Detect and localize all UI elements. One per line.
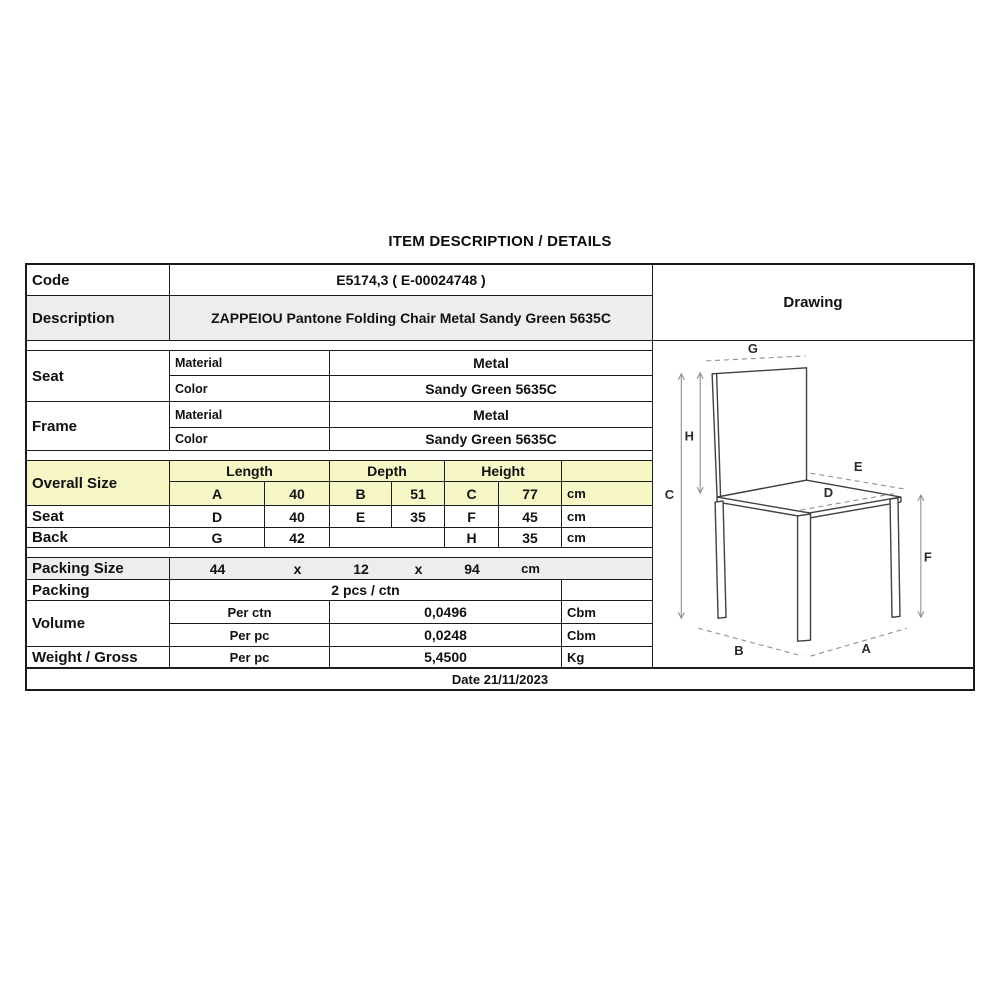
size-cell: D xyxy=(170,506,265,528)
weight-value: 5,4500 xyxy=(330,647,562,669)
size-cell: B xyxy=(330,482,392,506)
size-cell: 35 xyxy=(499,528,562,548)
frame-material-label: Material xyxy=(170,402,330,428)
dim-line-g xyxy=(706,356,805,361)
size-cell: A xyxy=(170,482,265,506)
weight-label: Weight / Gross xyxy=(27,647,170,669)
col-header-depth: Depth xyxy=(330,461,445,482)
separator-row xyxy=(27,451,652,461)
separator-row xyxy=(27,341,652,351)
chair-backrest xyxy=(712,368,806,497)
size-cell: 40 xyxy=(265,506,330,528)
packing-unit-empty xyxy=(562,580,652,601)
chair-leg-front xyxy=(798,514,811,641)
drawing-panel xyxy=(652,341,973,669)
chair-drawing xyxy=(653,341,973,667)
code-value: E5174,3 ( E-00024748 ) xyxy=(170,265,652,296)
size-cell: G xyxy=(170,528,265,548)
dim-line-a xyxy=(811,628,907,656)
volume-per-ctn-label: Per ctn xyxy=(170,601,330,624)
volume-per-pc-label: Per pc xyxy=(170,624,330,647)
size-cell: C xyxy=(445,482,499,506)
back-size-label: Back xyxy=(27,528,170,548)
seat-section-label: Seat xyxy=(27,351,170,402)
separator-row xyxy=(27,548,652,558)
frame-section-label: Frame xyxy=(27,402,170,451)
dim-line-c xyxy=(678,374,684,619)
dim-label-h: H xyxy=(684,428,694,444)
packing-size-part: 12 xyxy=(353,560,369,577)
size-cell: 40 xyxy=(265,482,330,506)
packing-size-value xyxy=(170,558,652,580)
size-cell: H xyxy=(445,528,499,548)
frame-color-label: Color xyxy=(170,428,330,451)
size-cell: 42 xyxy=(265,528,330,548)
packing-label: Packing xyxy=(27,580,170,601)
volume-per-ctn-value: 0,0496 xyxy=(330,601,562,624)
col-header-length: Length xyxy=(170,461,330,482)
dim-label-e: E xyxy=(853,459,863,475)
size-cell: 51 xyxy=(392,482,445,506)
packing-size-part: x xyxy=(414,560,423,577)
description-value: ZAPPEIOU Pantone Folding Chair Metal Sandy Green 5635C xyxy=(170,296,652,341)
seat-material-value: Metal xyxy=(330,351,652,376)
packing-size-part: x xyxy=(293,560,302,577)
seat-size-label: Seat xyxy=(27,506,170,528)
volume-per-pc-unit: Cbm xyxy=(562,624,652,647)
volume-per-ctn-unit: Cbm xyxy=(562,601,652,624)
weight-per-label: Per pc xyxy=(170,647,330,669)
dim-line-b xyxy=(698,628,802,659)
size-unit: cm xyxy=(562,482,652,506)
packing-size-part: 94 xyxy=(464,560,480,577)
overall-size-label: Overall Size xyxy=(27,461,170,506)
packing-size-unit: cm xyxy=(521,561,540,576)
seat-color-value: Sandy Green 5635C xyxy=(330,376,652,402)
size-unit: cm xyxy=(562,506,652,528)
dim-label-c: C xyxy=(664,487,675,503)
dim-label-a: A xyxy=(861,641,871,657)
dim-label-d: D xyxy=(823,485,834,501)
col-header-unit-empty xyxy=(562,461,652,482)
seat-material-label: Material xyxy=(170,351,330,376)
volume-per-pc-value: 0,0248 xyxy=(330,624,562,647)
size-cell-empty xyxy=(330,528,445,548)
chair-leg-right xyxy=(890,498,900,617)
size-cell: 35 xyxy=(392,506,445,528)
size-cell: 45 xyxy=(499,506,562,528)
spec-table xyxy=(25,263,975,691)
description-label: Description xyxy=(27,296,170,341)
seat-color-label: Color xyxy=(170,376,330,402)
packing-size-label: Packing Size xyxy=(27,558,170,580)
size-cell: 77 xyxy=(499,482,562,506)
packing-value: 2 pcs / ctn xyxy=(170,580,562,601)
volume-label: Volume xyxy=(27,601,170,647)
frame-material-value: Metal xyxy=(330,402,652,428)
chair-leg-back-left xyxy=(715,501,726,618)
drawing-header: Drawing xyxy=(652,265,973,341)
dim-line-h xyxy=(697,373,703,493)
weight-unit: Kg xyxy=(562,647,652,669)
frame-color-value: Sandy Green 5635C xyxy=(330,428,652,451)
page-title: ITEM DESCRIPTION / DETAILS xyxy=(388,233,612,250)
dim-label-b: B xyxy=(734,643,744,659)
size-cell: F xyxy=(445,506,499,528)
date-row: Date 21/11/2023 xyxy=(451,671,549,687)
code-label: Code xyxy=(27,265,170,296)
size-unit: cm xyxy=(562,528,652,548)
dim-label-g: G xyxy=(747,341,758,356)
col-header-height: Height xyxy=(445,461,562,482)
packing-size-part: 44 xyxy=(209,560,226,577)
dim-label-f: F xyxy=(923,549,932,565)
size-cell: E xyxy=(330,506,392,528)
